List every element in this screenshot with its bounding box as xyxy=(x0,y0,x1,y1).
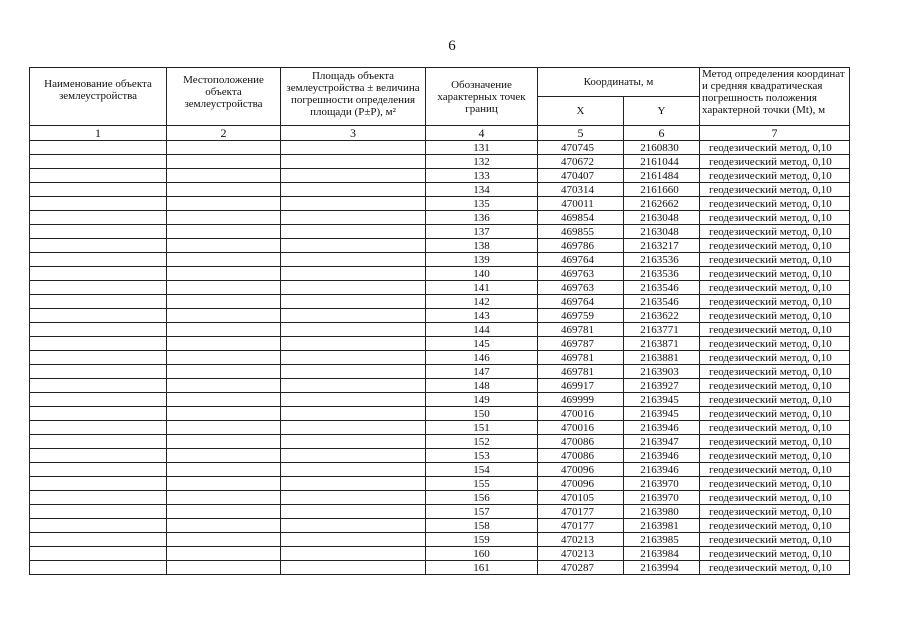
cell-y: 2163946 xyxy=(624,449,700,463)
cell-area xyxy=(281,491,426,505)
cell-area xyxy=(281,267,426,281)
cell-location xyxy=(167,197,281,211)
table-row xyxy=(30,183,850,197)
cell-location xyxy=(167,155,281,169)
cell-location xyxy=(167,169,281,183)
cell-method: геодезический метод, 0,10 xyxy=(700,561,850,575)
cell-object-name xyxy=(30,533,167,547)
cell-object-name xyxy=(30,505,167,519)
table-row xyxy=(30,295,850,309)
cell-location xyxy=(167,323,281,337)
column-number: 2 xyxy=(167,126,281,141)
table-row xyxy=(30,337,850,351)
cell-method: геодезический метод, 0,10 xyxy=(700,351,850,365)
table-row xyxy=(30,351,850,365)
cell-x: 469763 xyxy=(538,281,624,295)
cell-method: геодезический метод, 0,10 xyxy=(700,239,850,253)
cell-point: 149 xyxy=(426,393,538,407)
cell-x: 470016 xyxy=(538,421,624,435)
cell-x: 470011 xyxy=(538,197,624,211)
cell-point: 136 xyxy=(426,211,538,225)
cell-area xyxy=(281,351,426,365)
cell-point: 141 xyxy=(426,281,538,295)
cell-x: 470745 xyxy=(538,141,624,155)
cell-x: 469855 xyxy=(538,225,624,239)
cell-point: 157 xyxy=(426,505,538,519)
cell-y: 2163048 xyxy=(624,211,700,225)
cell-x: 469999 xyxy=(538,393,624,407)
header-coordinates: Координаты, м xyxy=(538,68,700,97)
cell-object-name xyxy=(30,197,167,211)
cell-object-name xyxy=(30,239,167,253)
cell-area xyxy=(281,393,426,407)
column-number: 5 xyxy=(538,126,624,141)
table-row xyxy=(30,463,850,477)
cell-method: геодезический метод, 0,10 xyxy=(700,225,850,239)
table-row xyxy=(30,155,850,169)
cell-x: 469786 xyxy=(538,239,624,253)
cell-point: 142 xyxy=(426,295,538,309)
cell-x: 470213 xyxy=(538,533,624,547)
cell-method: геодезический метод, 0,10 xyxy=(700,183,850,197)
cell-location xyxy=(167,519,281,533)
cell-y: 2163985 xyxy=(624,533,700,547)
cell-point: 131 xyxy=(426,141,538,155)
header-area: Площадь объекта землеустройства ± величина погрешности определения площади (Р±Р), м² xyxy=(281,68,426,126)
cell-method: геодезический метод, 0,10 xyxy=(700,337,850,351)
cell-area xyxy=(281,519,426,533)
cell-method: геодезический метод, 0,10 xyxy=(700,211,850,225)
cell-y: 2163970 xyxy=(624,491,700,505)
cell-x: 470096 xyxy=(538,463,624,477)
cell-location xyxy=(167,295,281,309)
cell-point: 138 xyxy=(426,239,538,253)
table-row xyxy=(30,323,850,337)
cell-y: 2163980 xyxy=(624,505,700,519)
cell-area xyxy=(281,253,426,267)
cell-y: 2163947 xyxy=(624,435,700,449)
cell-object-name xyxy=(30,393,167,407)
cell-point: 147 xyxy=(426,365,538,379)
cell-object-name xyxy=(30,519,167,533)
cell-point: 140 xyxy=(426,267,538,281)
cell-x: 470016 xyxy=(538,407,624,421)
cell-x: 470287 xyxy=(538,561,624,575)
page-number: 6 xyxy=(448,38,456,54)
cell-point: 133 xyxy=(426,169,538,183)
column-number: 7 xyxy=(700,126,850,141)
cell-object-name xyxy=(30,407,167,421)
cell-location xyxy=(167,379,281,393)
header-point: Обозначение характерных точек границ xyxy=(426,68,538,126)
cell-area xyxy=(281,141,426,155)
cell-object-name xyxy=(30,169,167,183)
cell-method: геодезический метод, 0,10 xyxy=(700,421,850,435)
table-row xyxy=(30,561,850,575)
header-location: Местоположение объекта землеустройства xyxy=(167,68,281,126)
cell-area xyxy=(281,197,426,211)
table-row xyxy=(30,225,850,239)
cell-area xyxy=(281,547,426,561)
cell-location xyxy=(167,533,281,547)
cell-x: 470213 xyxy=(538,547,624,561)
cell-x: 470407 xyxy=(538,169,624,183)
cell-y: 2163945 xyxy=(624,407,700,421)
cell-location xyxy=(167,365,281,379)
cell-y: 2163546 xyxy=(624,295,700,309)
cell-x: 470177 xyxy=(538,519,624,533)
cell-x: 469764 xyxy=(538,253,624,267)
cell-object-name xyxy=(30,379,167,393)
cell-x: 469781 xyxy=(538,351,624,365)
cell-location xyxy=(167,463,281,477)
cell-method: геодезический метод, 0,10 xyxy=(700,155,850,169)
cell-method: геодезический метод, 0,10 xyxy=(700,463,850,477)
column-number: 3 xyxy=(281,126,426,141)
cell-point: 137 xyxy=(426,225,538,239)
cell-x: 470086 xyxy=(538,449,624,463)
cell-object-name xyxy=(30,211,167,225)
cell-object-name xyxy=(30,547,167,561)
cell-x: 469781 xyxy=(538,323,624,337)
cell-y: 2160830 xyxy=(624,141,700,155)
cell-location xyxy=(167,561,281,575)
cell-y: 2163981 xyxy=(624,519,700,533)
table-row xyxy=(30,491,850,505)
cell-x: 469781 xyxy=(538,365,624,379)
cell-object-name xyxy=(30,421,167,435)
cell-location xyxy=(167,393,281,407)
cell-location xyxy=(167,253,281,267)
cell-method: геодезический метод, 0,10 xyxy=(700,407,850,421)
table-row xyxy=(30,393,850,407)
cell-method: геодезический метод, 0,10 xyxy=(700,267,850,281)
cell-location xyxy=(167,239,281,253)
cell-area xyxy=(281,211,426,225)
cell-x: 470105 xyxy=(538,491,624,505)
cell-y: 2163546 xyxy=(624,281,700,295)
cell-method: геодезический метод, 0,10 xyxy=(700,169,850,183)
header-x: X xyxy=(538,97,624,126)
cell-object-name xyxy=(30,337,167,351)
cell-y: 2161044 xyxy=(624,155,700,169)
cell-area xyxy=(281,449,426,463)
header-y: Y xyxy=(624,97,700,126)
cell-object-name xyxy=(30,141,167,155)
cell-location xyxy=(167,547,281,561)
cell-point: 161 xyxy=(426,561,538,575)
cell-object-name xyxy=(30,435,167,449)
cell-location xyxy=(167,491,281,505)
cell-area xyxy=(281,323,426,337)
cell-area xyxy=(281,169,426,183)
cell-object-name xyxy=(30,463,167,477)
table-row xyxy=(30,365,850,379)
table-row xyxy=(30,197,850,211)
cell-area xyxy=(281,155,426,169)
column-number: 1 xyxy=(30,126,167,141)
cell-y: 2163622 xyxy=(624,309,700,323)
cell-object-name xyxy=(30,309,167,323)
cell-area xyxy=(281,309,426,323)
cell-x: 469917 xyxy=(538,379,624,393)
cell-x: 470177 xyxy=(538,505,624,519)
cell-point: 144 xyxy=(426,323,538,337)
coordinates-table xyxy=(29,67,850,575)
cell-area xyxy=(281,533,426,547)
cell-y: 2163984 xyxy=(624,547,700,561)
cell-x: 470086 xyxy=(538,435,624,449)
table-row xyxy=(30,211,850,225)
cell-area xyxy=(281,281,426,295)
cell-method: геодезический метод, 0,10 xyxy=(700,253,850,267)
table-body xyxy=(30,141,850,575)
cell-location xyxy=(167,267,281,281)
column-number: 4 xyxy=(426,126,538,141)
cell-area xyxy=(281,225,426,239)
cell-y: 2163945 xyxy=(624,393,700,407)
cell-method: геодезический метод, 0,10 xyxy=(700,323,850,337)
cell-area xyxy=(281,477,426,491)
cell-area xyxy=(281,337,426,351)
cell-location xyxy=(167,505,281,519)
table-row xyxy=(30,169,850,183)
cell-y: 2163881 xyxy=(624,351,700,365)
table-row xyxy=(30,141,850,155)
cell-y: 2163771 xyxy=(624,323,700,337)
cell-area xyxy=(281,379,426,393)
cell-point: 155 xyxy=(426,477,538,491)
cell-point: 156 xyxy=(426,491,538,505)
cell-method: геодезический метод, 0,10 xyxy=(700,379,850,393)
cell-location xyxy=(167,309,281,323)
cell-y: 2161484 xyxy=(624,169,700,183)
cell-method: геодезический метод, 0,10 xyxy=(700,547,850,561)
cell-y: 2161660 xyxy=(624,183,700,197)
cell-object-name xyxy=(30,351,167,365)
cell-x: 469763 xyxy=(538,267,624,281)
cell-location xyxy=(167,407,281,421)
cell-location xyxy=(167,211,281,225)
cell-object-name xyxy=(30,323,167,337)
cell-area xyxy=(281,421,426,435)
cell-location xyxy=(167,281,281,295)
cell-point: 160 xyxy=(426,547,538,561)
cell-object-name xyxy=(30,561,167,575)
cell-location xyxy=(167,477,281,491)
cell-y: 2163946 xyxy=(624,421,700,435)
cell-object-name xyxy=(30,281,167,295)
cell-x: 469764 xyxy=(538,295,624,309)
table-row xyxy=(30,435,850,449)
cell-y: 2162662 xyxy=(624,197,700,211)
cell-method: геодезический метод, 0,10 xyxy=(700,141,850,155)
cell-y: 2163217 xyxy=(624,239,700,253)
cell-location xyxy=(167,435,281,449)
cell-method: геодезический метод, 0,10 xyxy=(700,477,850,491)
cell-y: 2163946 xyxy=(624,463,700,477)
cell-method: геодезический метод, 0,10 xyxy=(700,281,850,295)
cell-area xyxy=(281,239,426,253)
cell-point: 145 xyxy=(426,337,538,351)
cell-y: 2163048 xyxy=(624,225,700,239)
column-number: 6 xyxy=(624,126,700,141)
cell-y: 2163536 xyxy=(624,267,700,281)
cell-object-name xyxy=(30,295,167,309)
cell-location xyxy=(167,421,281,435)
cell-point: 159 xyxy=(426,533,538,547)
table-row xyxy=(30,407,850,421)
cell-point: 139 xyxy=(426,253,538,267)
table-row xyxy=(30,239,850,253)
cell-point: 148 xyxy=(426,379,538,393)
cell-point: 132 xyxy=(426,155,538,169)
cell-point: 134 xyxy=(426,183,538,197)
cell-object-name xyxy=(30,449,167,463)
cell-x: 469759 xyxy=(538,309,624,323)
cell-method: геодезический метод, 0,10 xyxy=(700,295,850,309)
cell-x: 469787 xyxy=(538,337,624,351)
cell-y: 2163871 xyxy=(624,337,700,351)
cell-method: геодезический метод, 0,10 xyxy=(700,393,850,407)
table-row xyxy=(30,379,850,393)
cell-area xyxy=(281,183,426,197)
cell-point: 151 xyxy=(426,421,538,435)
cell-method: геодезический метод, 0,10 xyxy=(700,449,850,463)
cell-location xyxy=(167,141,281,155)
cell-method: геодезический метод, 0,10 xyxy=(700,519,850,533)
cell-x: 470096 xyxy=(538,477,624,491)
table-row xyxy=(30,519,850,533)
cell-object-name xyxy=(30,267,167,281)
table-row xyxy=(30,533,850,547)
cell-area xyxy=(281,561,426,575)
cell-object-name xyxy=(30,477,167,491)
cell-area xyxy=(281,295,426,309)
cell-object-name xyxy=(30,225,167,239)
cell-point: 150 xyxy=(426,407,538,421)
cell-point: 146 xyxy=(426,351,538,365)
cell-object-name xyxy=(30,183,167,197)
table-row xyxy=(30,449,850,463)
cell-object-name xyxy=(30,155,167,169)
cell-point: 153 xyxy=(426,449,538,463)
cell-method: геодезический метод, 0,10 xyxy=(700,309,850,323)
cell-area xyxy=(281,435,426,449)
cell-location xyxy=(167,351,281,365)
table-row xyxy=(30,281,850,295)
cell-area xyxy=(281,365,426,379)
cell-location xyxy=(167,225,281,239)
cell-area xyxy=(281,407,426,421)
cell-area xyxy=(281,505,426,519)
table-row xyxy=(30,253,850,267)
cell-location xyxy=(167,449,281,463)
cell-method: геодезический метод, 0,10 xyxy=(700,197,850,211)
header-method: Метод определения координат и средняя квадратическая погрешность положения характерной точки (Mt), м xyxy=(700,68,850,126)
cell-method: геодезический метод, 0,10 xyxy=(700,505,850,519)
cell-y: 2163994 xyxy=(624,561,700,575)
cell-method: геодезический метод, 0,10 xyxy=(700,491,850,505)
table-row xyxy=(30,547,850,561)
table-row xyxy=(30,477,850,491)
cell-y: 2163903 xyxy=(624,365,700,379)
cell-point: 135 xyxy=(426,197,538,211)
cell-method: геодезический метод, 0,10 xyxy=(700,365,850,379)
cell-x: 470672 xyxy=(538,155,624,169)
header-object-name: Наименование объекта землеустройства xyxy=(30,68,167,126)
cell-method: геодезический метод, 0,10 xyxy=(700,435,850,449)
table-row xyxy=(30,505,850,519)
cell-point: 143 xyxy=(426,309,538,323)
cell-object-name xyxy=(30,491,167,505)
table-row xyxy=(30,309,850,323)
cell-x: 470314 xyxy=(538,183,624,197)
table-row xyxy=(30,421,850,435)
cell-object-name xyxy=(30,365,167,379)
cell-location xyxy=(167,337,281,351)
cell-y: 2163927 xyxy=(624,379,700,393)
cell-y: 2163970 xyxy=(624,477,700,491)
cell-point: 154 xyxy=(426,463,538,477)
cell-point: 158 xyxy=(426,519,538,533)
cell-location xyxy=(167,183,281,197)
cell-y: 2163536 xyxy=(624,253,700,267)
cell-method: геодезический метод, 0,10 xyxy=(700,533,850,547)
cell-x: 469854 xyxy=(538,211,624,225)
table-row xyxy=(30,267,850,281)
cell-area xyxy=(281,463,426,477)
cell-object-name xyxy=(30,253,167,267)
cell-point: 152 xyxy=(426,435,538,449)
